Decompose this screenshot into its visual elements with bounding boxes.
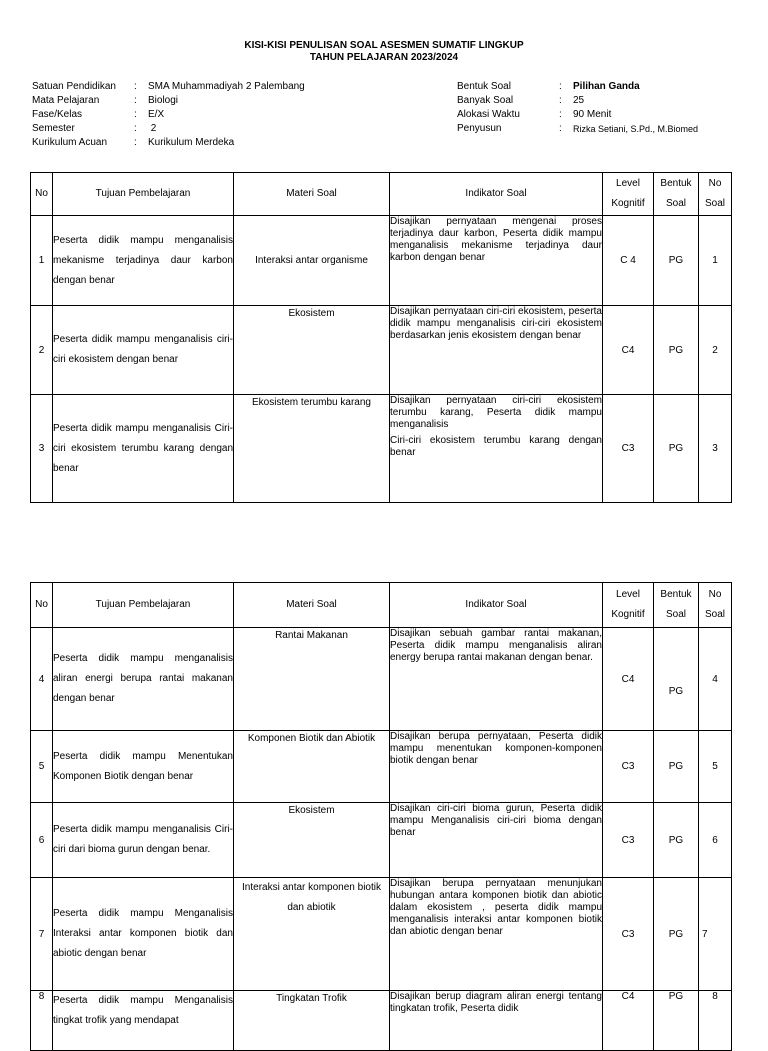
meta-key: Alokasi Waktu <box>457 109 520 120</box>
cell-nosoal: 3 <box>699 395 732 503</box>
cell-level: C3 <box>603 731 654 803</box>
meta-value: 2 <box>148 123 157 134</box>
col-header-tujuan: Tujuan Pembelajaran <box>53 173 234 216</box>
meta-key: Semester <box>32 123 75 134</box>
cell-no: 3 <box>31 395 53 503</box>
cell-indikator: Disajikan pernyataan ciri-ciri ekosistem terumbu karang, Peserta didik mampu menganalisis Ciri-ciri ekosistem terumbu karang dengan benar <box>390 395 603 503</box>
cell-tujuan: Peserta didik mampu Menganalisis Interaksi antar komponen biotik dan abiotic dengan benar <box>53 878 234 991</box>
cell-nosoal: 6 <box>699 803 732 878</box>
col-header-bentuk: Bentuk Soal <box>654 173 699 216</box>
meta-value: 25 <box>573 95 585 106</box>
table-row <box>31 628 732 731</box>
meta-right <box>457 80 698 136</box>
cell-no: 8 <box>31 991 53 1051</box>
cell-indikator: Disajikan berup diagram aliran energi tentang tingkatan trofik, Peserta didik <box>390 991 603 1051</box>
kisi-table-1 <box>30 172 732 503</box>
meta-row: Bentuk Soal : Pilihan Ganda <box>457 81 640 92</box>
col-header-nosoal: No Soal <box>699 583 732 628</box>
cell-tujuan: Peserta didik mampu Menganalisis tingkat trofik yang mendapat <box>53 991 234 1051</box>
cell-materi: Ekosistem terumbu karang <box>234 395 390 503</box>
cell-materi: Interaksi antar organisme <box>234 216 390 306</box>
cell-nosoal: 5 <box>699 731 732 803</box>
meta-key: Fase/Kelas <box>32 109 83 120</box>
document-subtitle: TAHUN PELAJARAN 2023/2024 <box>309 52 459 63</box>
meta-row: Satuan Pendidikan : SMA Muhammadiyah 2 Palembang <box>32 81 305 92</box>
col-header-nosoal: No Soal <box>699 173 732 216</box>
cell-no: 1 <box>31 216 53 306</box>
meta-value: Kurikulum Merdeka <box>148 137 235 148</box>
meta-row: Banyak Soal : 25 <box>457 95 585 106</box>
cell-indikator: Disajikan ciri-ciri bioma gurun, Peserta didik mampu Menganalisis ciri-ciri bioma dengan benar <box>390 803 603 878</box>
col-header-materi: Materi Soal <box>234 173 390 216</box>
meta-value: Rizka Setiani, S.Pd., M.Biomed <box>573 124 699 134</box>
cell-bentuk: PG <box>654 803 699 878</box>
col-header-materi: Materi Soal <box>234 583 390 628</box>
meta-key: Kurikulum Acuan <box>32 137 108 148</box>
meta-row: Fase/Kelas : E/X <box>32 109 165 120</box>
cell-bentuk: PG <box>654 395 699 503</box>
cell-indikator: Disajikan pernyataan ciri-ciri ekosistem, peserta didik mampu menganalisis ciri-ciri ekosistem berdasarkan jenis ekosistem dengan benar <box>390 306 603 395</box>
table-row <box>31 216 732 306</box>
cell-bentuk: PG <box>654 878 699 991</box>
kisi-table-2 <box>30 582 732 1051</box>
cell-materi: Komponen Biotik dan Abiotik <box>234 731 390 803</box>
meta-row: Penyusun : Rizka Setiani, S.Pd., M.Biomed <box>457 123 699 134</box>
meta-value: SMA Muhammadiyah 2 Palembang <box>148 81 305 92</box>
table-header-row <box>31 583 732 628</box>
meta-left <box>32 80 305 150</box>
meta-key: Penyusun <box>457 123 502 134</box>
cell-tujuan: Peserta didik mampu Menentukan Komponen Biotik dengan benar <box>53 731 234 803</box>
cell-bentuk: PG <box>654 991 699 1051</box>
meta-row: Alokasi Waktu : 90 Menit <box>457 109 612 120</box>
cell-indikator: Disajikan berupa pernyataan menunjukan hubungan antara komponen biotik dan abiotic dalam ekosistem , peserta didik mampu menganalisis interaksi antar komponen biotik dan abiotic dengan benar <box>390 878 603 991</box>
col-header-level: Level Kognitif <box>603 583 654 628</box>
meta-key: Banyak Soal <box>457 95 514 106</box>
cell-materi: Ekosistem <box>234 803 390 878</box>
cell-nosoal: 7 <box>699 878 732 991</box>
cell-bentuk: PG <box>654 306 699 395</box>
meta-value: 90 Menit <box>573 109 612 120</box>
cell-level: C3 <box>603 395 654 503</box>
cell-bentuk: PG <box>654 628 699 731</box>
table-row <box>31 803 732 878</box>
cell-indikator: Disajikan pernyataan mengenai proses terjadinya daur karbon, Peserta didik mampu menganalisis mekanisme terjadinya daur karbon dengan benar <box>390 216 603 306</box>
col-header-no: No <box>31 173 53 216</box>
cell-indikator: Disajikan berupa pernyataan, Peserta didik mampu menentukan komponen-komponen biotik dengan benar <box>390 731 603 803</box>
cell-no: 2 <box>31 306 53 395</box>
col-header-bentuk: Bentuk Soal <box>654 583 699 628</box>
col-header-no: No <box>31 583 53 628</box>
meta-key: Satuan Pendidikan <box>32 81 116 92</box>
meta-row: Mata Pelajaran : Biologi <box>32 95 179 106</box>
cell-level: C3 <box>603 803 654 878</box>
col-header-level: Level Kognitif <box>603 173 654 216</box>
cell-level: C4 <box>603 628 654 731</box>
cell-nosoal: 8 <box>699 991 732 1051</box>
cell-tujuan: Peserta didik mampu menganalisis Ciri-ciri ekosistem terumbu karang dengan benar <box>53 395 234 503</box>
meta-key: Bentuk Soal <box>457 81 511 92</box>
cell-bentuk: PG <box>654 216 699 306</box>
cell-materi: Ekosistem <box>234 306 390 395</box>
document-title: KISI-KISI PENULISAN SOAL ASESMEN SUMATIF LINGKUP <box>244 40 524 51</box>
cell-no: 6 <box>31 803 53 878</box>
cell-bentuk: PG <box>654 731 699 803</box>
cell-tujuan: Peserta didik mampu menganalisis Ciri-ciri dari bioma gurun dengan benar. <box>53 803 234 878</box>
cell-nosoal: 1 <box>699 216 732 306</box>
meta-key: Mata Pelajaran <box>32 95 100 106</box>
cell-nosoal: 4 <box>699 628 732 731</box>
cell-no: 7 <box>31 878 53 991</box>
meta-value: Biologi <box>148 95 179 106</box>
cell-level: C4 <box>603 991 654 1051</box>
cell-no: 5 <box>31 731 53 803</box>
cell-materi: Interaksi antar komponen biotik dan abiotik <box>234 878 390 991</box>
meta-row: Kurikulum Acuan : Kurikulum Merdeka <box>32 137 235 148</box>
cell-tujuan: Peserta didik mampu menganalisis ciri-ciri ekosistem dengan benar <box>53 306 234 395</box>
table-row <box>31 306 732 395</box>
col-header-indikator: Indikator Soal <box>390 583 603 628</box>
col-header-indikator: Indikator Soal <box>390 173 603 216</box>
cell-tujuan: Peserta didik mampu menganalisis aliran energi berupa rantai makanan dengan benar <box>53 628 234 731</box>
table-row <box>31 878 732 991</box>
cell-level: C4 <box>603 306 654 395</box>
table-row <box>31 991 732 1051</box>
table-row <box>31 395 732 503</box>
table-row <box>31 731 732 803</box>
meta-value: Pilihan Ganda <box>573 81 640 92</box>
col-header-tujuan: Tujuan Pembelajaran <box>53 583 234 628</box>
table-header-row <box>31 173 732 216</box>
meta-row: Semester : 2 <box>32 123 157 134</box>
cell-no: 4 <box>31 628 53 731</box>
cell-level: C 4 <box>603 216 654 306</box>
meta-value: E/X <box>148 109 165 120</box>
cell-nosoal: 2 <box>699 306 732 395</box>
cell-tujuan: Peserta didik mampu menganalisis mekanisme terjadinya daur karbon dengan benar <box>53 216 234 306</box>
cell-materi: Tingkatan Trofik <box>234 991 390 1051</box>
cell-level: C3 <box>603 878 654 991</box>
cell-materi: Rantai Makanan <box>234 628 390 731</box>
cell-indikator: Disajikan sebuah gambar rantai makanan, Peserta didik mampu menganalisis aliran energy berupa rantai makanan dengan benar. <box>390 628 603 731</box>
